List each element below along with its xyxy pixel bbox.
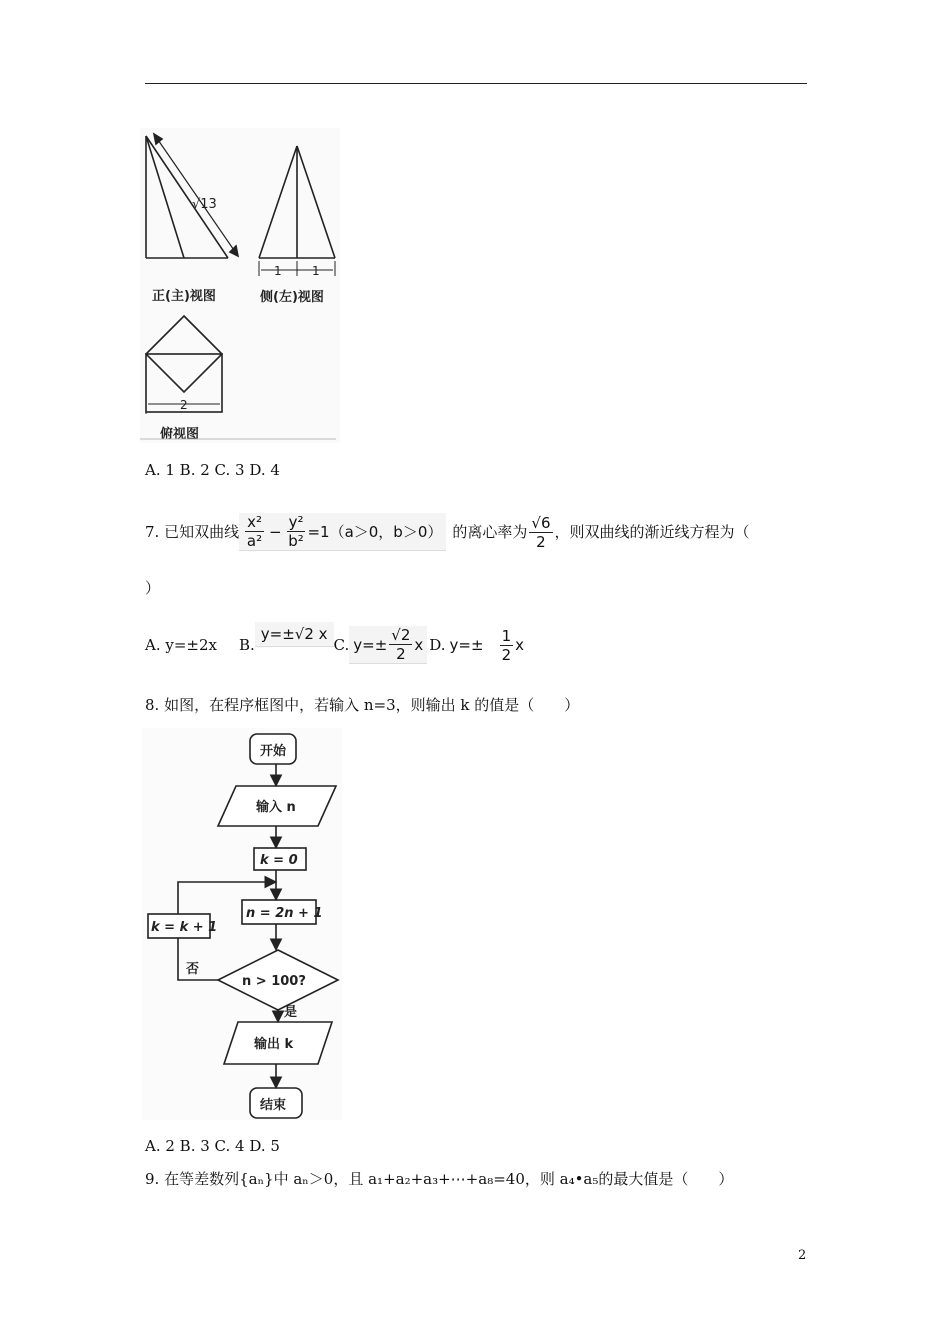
flow-cond-label: n > 100? (242, 974, 306, 989)
side-right-label: 1 (312, 264, 320, 278)
q8-options: A. 2 B. 3 C. 4 D. 5 (145, 1137, 280, 1155)
flow-output-label: 输出 k (254, 1037, 294, 1052)
q7-frac-y: $\frac{\text{y²}}{\text{b²}}$ (288, 513, 304, 550)
front-length-label: √13 (192, 197, 217, 212)
flow-yes-label: 是 (284, 1005, 298, 1020)
q7-option-d-label: D. (429, 636, 446, 654)
q7-stem (145, 506, 750, 558)
q9-stem: 9. 在等差数列{aₙ}中 aₙ＞0，且 a₁+a₂+a₃+⋯+a₈=40，则 a₄•a₅的最大值是（ ） (145, 1170, 734, 1188)
q7-option-d: y=± $\frac{1}{2}$ x (449, 626, 524, 664)
q7-frac-x: $\frac{\text{x²}}{\text{a²}}$ (246, 513, 263, 550)
q7-prefix: 7. 已知双曲线 (145, 523, 240, 541)
q7-option-b-label: B. (238, 636, 255, 654)
top-caption: 俯视图 (160, 427, 200, 442)
q7-suffix: ，则双曲线的渐近线方程为（ (554, 523, 750, 541)
q6-options: A. 1 B. 2 C. 3 D. 4 (145, 461, 280, 479)
flow-update-n-label: n = 2n + 1 (246, 906, 323, 921)
page-number: 2 (798, 1248, 807, 1263)
flow-end-label: 结束 (260, 1098, 287, 1113)
top-width-label: 2 (180, 398, 188, 412)
q7-eccentricity: $\frac{√6}{2}$ (531, 513, 551, 551)
header-rule (145, 83, 807, 84)
flow-init-label: k = 0 (260, 853, 298, 868)
front-caption: 正(主)视图 (152, 289, 216, 304)
q7-options (145, 622, 528, 668)
q7-middle: 的离心率为 (452, 523, 528, 541)
flow-update-k-label: k = k + 1 (151, 920, 218, 935)
q7-close-paren: ） (145, 579, 161, 597)
flow-start-label: 开始 (260, 744, 287, 759)
q7-option-a: A. y=±2x (145, 636, 217, 654)
side-caption: 侧(左)视图 (260, 290, 324, 305)
q7-option-c-label: C. (333, 636, 350, 654)
three-view-figure (140, 128, 340, 443)
side-left-label: 1 (274, 264, 282, 278)
q7-option-b: y=±√2 x (255, 622, 334, 647)
flowchart (142, 728, 342, 1120)
q7-option-c: y=± $\frac{√2}{2}$ x (349, 626, 427, 664)
flow-input-label: 输入 n (256, 800, 296, 815)
q7-hyperbola-equation: $\frac{\text{x²}}{\text{a²}}$ − $\frac{\text{y²}}{\text{b²}}$ =1（a＞0，b＞0） (239, 513, 446, 551)
q8-stem: 8. 如图，在程序框图中，若输入 n=3，则输出 k 的值是（ ） (145, 696, 580, 714)
flow-no-label: 否 (186, 962, 200, 977)
